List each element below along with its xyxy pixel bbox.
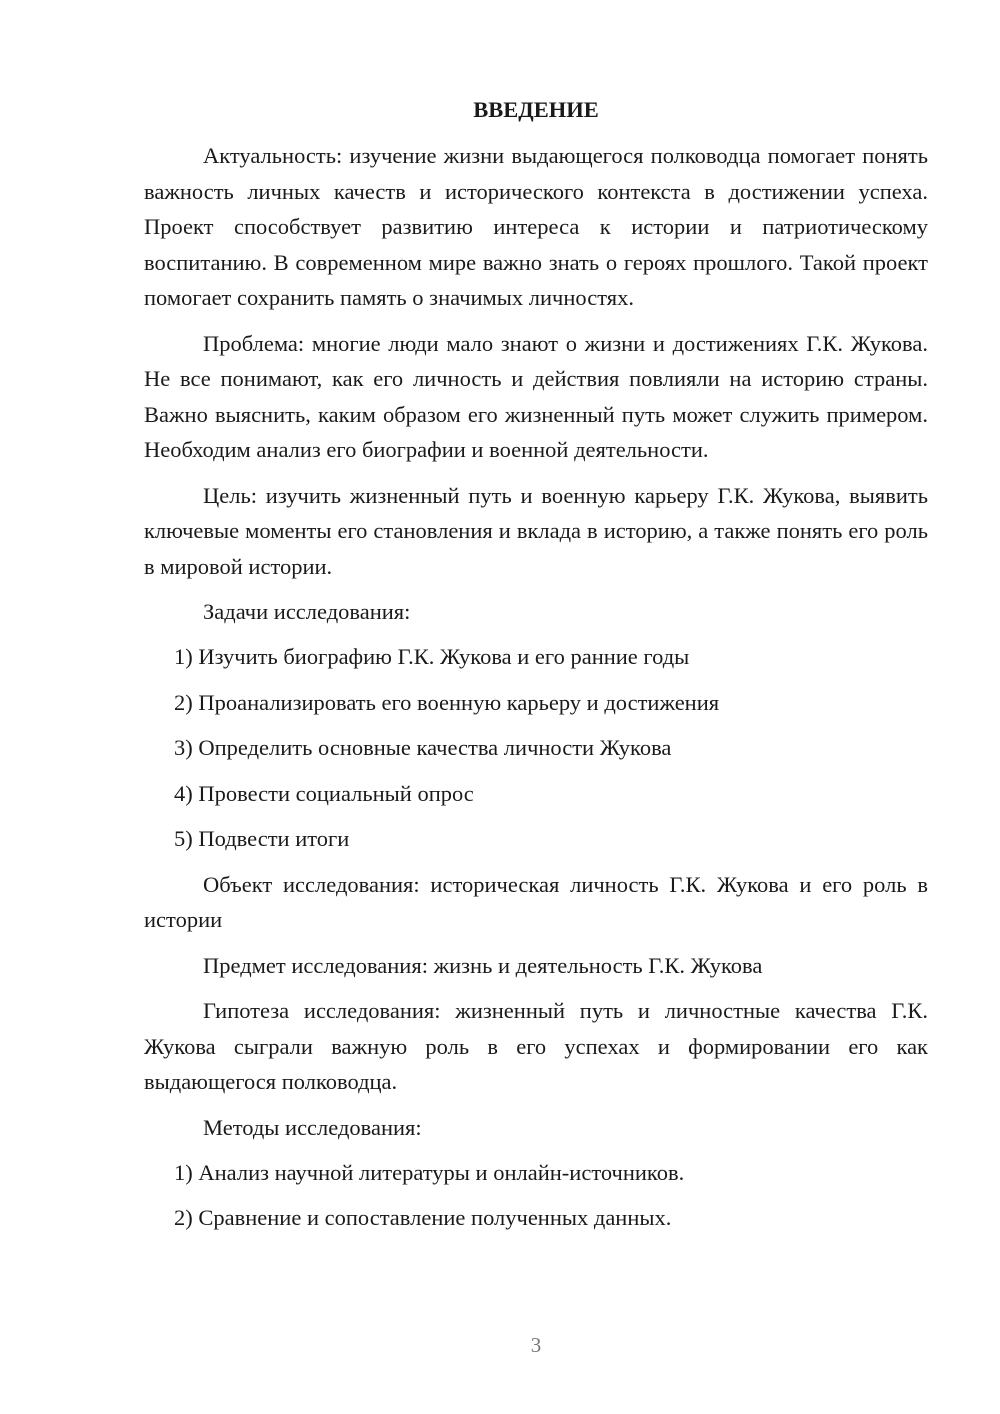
task-item-5: 5) Подвести итоги — [174, 826, 350, 851]
problem-paragraph: Проблема: многие люди мало знают о жизни и достижениях Г.К. Жукова. Не все понимают, как его личность и действия повлияли на историю страны. Важно выяснить, каким образом его жизненный путь может служить примером. Необходим анализ его биографии и военной деятельности. — [144, 330, 928, 462]
object-paragraph: Объект исследования: историческая личность Г.К. Жукова и его роль в истории — [144, 871, 928, 932]
tasks-title: Задачи исследования: — [203, 599, 411, 624]
goal-paragraph: Цель: изучить жизненный путь и военную карьеру Г.К. Жукова, выявить ключевые моменты его становления и вклада в историю, а также понять его роль в мировой истории. — [144, 482, 928, 579]
task-item-1: 1) Изучить биографию Г.К. Жукова и его ранние годы — [174, 644, 690, 669]
section-heading: ВВЕДЕНИЕ — [473, 97, 599, 122]
methods-title: Методы исследования: — [203, 1114, 422, 1140]
page-number: 3 — [530, 1333, 542, 1357]
task-item-2: 2) Проанализировать его военную карьеру и достижения — [174, 689, 720, 715]
method-item-2: 2) Сравнение и сопоставление полученных данных. — [174, 1205, 672, 1230]
method-item-1: 1) Анализ научной литературы и онлайн-источников. — [174, 1159, 685, 1185]
task-item-4: 4) Провести социальный опрос — [174, 780, 474, 806]
subject-paragraph: Предмет исследования: жизнь и деятельность Г.К. Жукова — [203, 952, 763, 978]
hypothesis-paragraph: Гипотеза исследования: жизненный путь и личностные качества Г.К. Жукова сыграли важную роль в его успехах и формировании его как выдающегося полководца. — [144, 998, 928, 1094]
relevance-paragraph: Актуальность: изучение жизни выдающегося полководца помогает понять важность личных качеств и исторического контекста в достижении успеха. Проект способствует развитию интереса к истории и патриотическому воспитанию. В современном мире важно знать о героях прошлого. Такой проект помогает сохранить память о значимых личностях. — [144, 143, 928, 310]
document-page — [144, 96, 928, 1246]
task-item-3: 3) Определить основные качества личности Жукова — [174, 735, 672, 760]
